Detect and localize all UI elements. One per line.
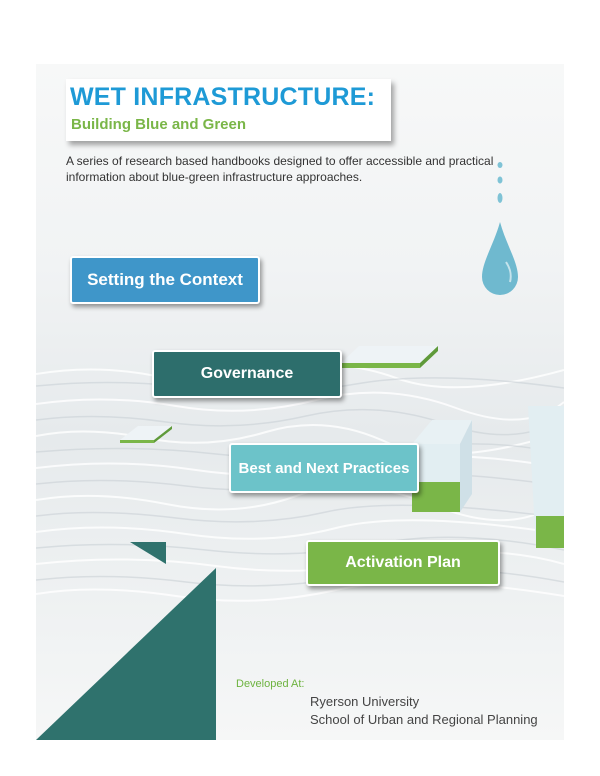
series-description: A series of research based handbooks designed to offer accessible and practical information about blue-green infrastructure approaches. xyxy=(66,154,494,184)
best-and-next-practices-button[interactable]: Best and Next Practices xyxy=(229,443,419,493)
cover-page xyxy=(36,64,564,740)
page-title: WET INFRASTRUCTURE: xyxy=(70,83,376,111)
institution-name: Ryerson University xyxy=(310,694,420,709)
governance-button[interactable]: Governance xyxy=(152,350,342,398)
activation-plan-button[interactable]: Activation Plan xyxy=(306,540,500,586)
title-box xyxy=(66,79,391,141)
developed-at-label: Developed At: xyxy=(236,678,305,690)
setting-the-context-button[interactable]: Setting the Context xyxy=(70,256,260,304)
page-subtitle: Building Blue and Green xyxy=(71,116,247,133)
teal-triangles xyxy=(36,542,216,740)
school-name: School of Urban and Regional Planning xyxy=(310,712,538,727)
